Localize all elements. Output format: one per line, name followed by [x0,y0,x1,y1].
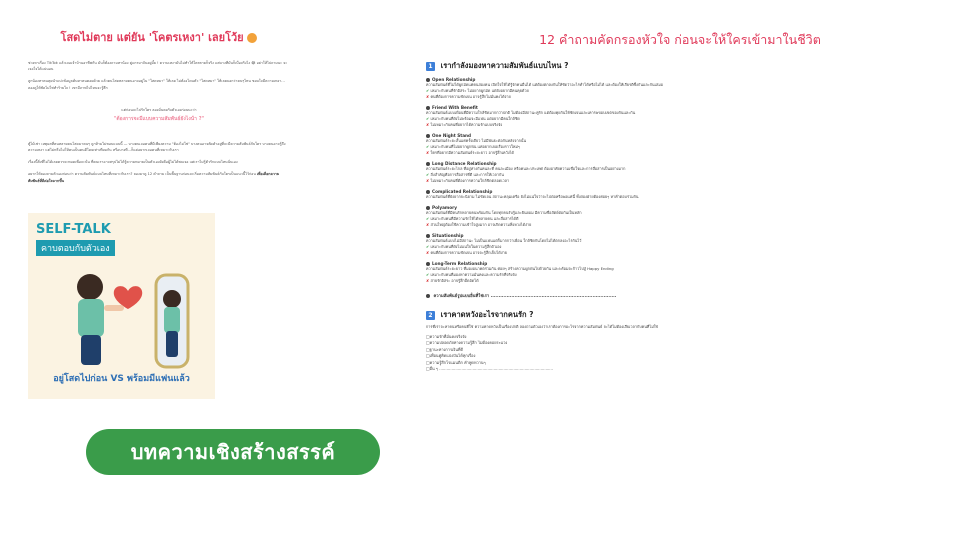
relationship-item-description: ความสัมพันธ์ระยะยาว ที่มองอนาคตร่วมกัน ค่อยๆ สร้างความผูกพันไปด้วยกัน และพร้อมจะก้าวไปสู่ Happy Ending [426,266,614,271]
relationship-item [426,189,934,200]
check-mark-icon: ✔ [426,172,431,177]
bullet-dot-icon [426,294,430,298]
relationship-item-description: ความสัมพันธ์แบบเพื่อนที่มีความใกล้ชิดมากกว่าปกติ ไม่ต้องมีสถานะคู่รัก แต่ต้องคุยกันให้ชัดเจนและเคารพขอบเขตของกันและกัน [426,110,636,115]
relationship-item-title: Long-Term Relationship [426,261,934,266]
relationship-item-con: ✘ ไม่เหมาะกับคนที่อยากได้ความรักแบบจริงจัง [426,122,503,127]
relationship-item-title: Situationship [426,233,934,238]
relationship-item-pro: ✔ เหมาะกับคนที่มองหาความมั่นคงและความรักที่จริงจัง [426,272,517,277]
relationship-item-title: Polyamory [426,205,934,210]
illustration-subtitle: คาบตอบกับตัวเอง [36,240,115,256]
relationship-item-description: ความสัมพันธ์ที่ยังยากจะนิยาม ไม่ชัดเจน สถานะคลุมเครือ ยังไม่แน่ใจว่าจะไปต่อหรือพอแค่นี้ ทั้งสองฝ่ายต้องค่อยๆ หาคำตอบร่วมกัน [426,194,639,199]
check-mark-icon: ✔ [426,244,431,249]
relationship-item-title: Open Relationship [426,77,934,82]
expectation-option[interactable]: □ความปลอดภัยทางความรู้สึก ไม่ต้องคอยระแวง [426,340,508,346]
cross-mark-icon: ✘ [426,122,431,127]
smiling-face-icon [247,33,257,43]
relationship-item-con: ✘ คนที่ต้องการความชัดเจน อาจรู้สึกไม่มั่นคงได้ง่าย [426,94,511,99]
expectation-option[interactable]: □เพื่อนคู่คิดแบ่งปันได้ทุกเรื่อง [426,353,476,359]
left-article-title: โสดไม่ตาย แต่ยัน 'โคตรเหงา' เลยโว้ย [28,28,290,46]
relationship-item-title: Friend With Benefit [426,105,934,110]
relationship-item-con: ✘ ใครที่อยากมีความสัมพันธ์ระยะยาว อาจรู้สึกเคว้งได้ [426,150,514,155]
check-mark-icon: ✔ [426,272,431,277]
left-paragraph-3: ตู้ไม้เช่า เหตุผลที่คนหลายคนโสดมาคนๆ ถูกห้ามไม่ชอบแบบนี้ — บางคนเจอคนที่มีเพียงความ "ต้องไม่ใช่" บางคนอาจตัดคำอยู่ที่จะมีความสัมพันธ์กับใคร บางคนอาจรู้ถึงความเหงา แต่ไม่หรือไม่ให้คนเป็นคนดีโดยเท่าเทียมกัน หรือบางที...ก็แค่อยากเจอคนที่เหมาะกับเรา [28,141,286,153]
relationship-item-pro: ✔ สิ่งสำคัญคือการสื่อสารที่ดี และการให้เวลากัน [426,172,504,177]
illustration-title: SELF-TALK [36,222,111,237]
relationship-item-con: ✘ ไม่เหมาะกับคนที่ต้องการความใกล้ชิดตลอดเวลา [426,178,510,183]
right-question-column [426,30,934,372]
check-mark-icon: ✔ [426,116,431,121]
relationship-item-title: Long Distance Relationship [426,161,934,166]
relationship-item [426,261,934,284]
expectation-option[interactable]: □ความรู้สึกโรแมนติก คำพูดหวานๆ [426,359,486,365]
relationship-item-title: One Night Stand [426,133,934,138]
relationship-item [426,105,934,128]
section-2-heading: 2 เราคาดหวังอะไรจากคนรัก ? [426,309,934,321]
cross-mark-icon: ✘ [426,178,431,183]
relationship-item [426,205,934,228]
relationship-item-description: ความสัมพันธ์ที่มีคนรักหลายคนพร้อมกัน โดยทุกคนรับรู้และยินยอม มีความซื่อสัตย์ต่อกันเป็นหลัก [426,210,582,215]
relationship-type-list [426,77,934,284]
relationship-item [426,161,934,184]
other-relationship-line: ความสัมพันธ์รูปแบบอื่นที่ใช่เรา ............................................................................... [426,292,934,299]
relationship-item-description: ความสัมพันธ์แบบไม่มีสถานะ ไม่เป็นแฟนแต่ก็มากกว่าเพื่อน ใกล้ชิดกันโดยไม่ได้ตกลงอะไรกันไว้ [426,238,582,243]
relationship-item-pro: ✔ เหมาะกับคนที่ยังไม่พร้อมจะมีแฟน แต่อยากมีคนใกล้ชิด [426,116,520,121]
relationship-item-con: ✘ ส่วนใหญ่ต้องใช้ความเข้าใจสูงมาก อาจเกิดความหึงหวงได้ง่าย [426,222,532,227]
relationship-item-con: ✘ คนที่ต้องการความชัดเจน อาจจะรู้สึกเจ็บได้ง่าย [426,250,507,255]
left-pink-quote: "ต้องการจะมีแบบความสัมพันธ์ยังไงน้า ?" [113,115,205,122]
cross-mark-icon: ✘ [426,94,431,99]
relationship-item-pro: ✔ เหมาะกับคนที่ยังไม่แน่ใจในความรู้สึกตัวเอง [426,244,502,249]
left-paragraph-5: อยากให้ลองถามตัวเองก่อนว่า ความสัมพันธ์แบบไหนที่เหมาะกับเรา? ลองมาดู 12 คำถาม เป็นพื้นฐานก่อนจะเริ่มความสัมพันธ์กับใครเป็นแนวนี้ไว้ก่อน เพื่อเลือกความสัมพันธ์ที่ดีต่อใจมากขึ้น [28,172,280,183]
self-talk-illustration [28,213,215,399]
number-two-badge-icon: 2 [426,311,435,320]
cross-mark-icon: ✘ [426,222,431,227]
right-title: 12 คำถามคัดกรองหัวใจ ก่อนจะให้ใครเข้ามาในชีวิต [539,32,821,47]
relationship-item-pro: ✔ เหมาะกับคนที่รักอิสระ ไม่อยากผูกมัด แต่ยังอยากมีคนคุยด้วย [426,88,529,93]
left-center-line: แต่ก่อนจะไปรักใคร ลองมั่นคงกับตัวเองก่อนนะว่า [121,107,197,112]
section-2-intro: การที่เราจะหาคนหรือคนที่ใช่ ความคาดหวังเป็นเรื่องปกติ ลองถามตัวเองว่าเราต้องการอะไรจากความสัมพันธ์ จะได้ไม่ต้องเสียเวลากับคนที่ไม่ใช่ [426,324,659,329]
relationship-item-description: ความสัมพันธ์ระยะไกล ที่อยู่ห่างกันคนละที่ คนละเมือง หรือคนละประเทศ ต้องอาศัยความเชื่อใจและการสื่อสารเป็นอย่างมาก [426,166,626,171]
cross-mark-icon: ✘ [426,150,431,155]
left-paragraph-2: ลูกน้องหาคนคุยนำแปะข้อมูลค้นหาคนคอยด้วย แล้วคนโสดหลายคนอาจอยู่ใน "โสดหมา" ให้เลย ไม่ต้องโดนตัว "โสดหมา" ให้เลยบอกว่าคนๆไหน ชอบใจมีความเหงา... ลองดูให้ชัดไม่ใช่ทำร้ายใจ ! เขามีภาพไปไหนจะรู้สึก [28,79,285,90]
check-mark-icon: ✔ [426,88,431,93]
expectation-option[interactable]: □ฐานะทางการเงินที่ดี [426,346,464,352]
relationship-item-description: ความสัมพันธ์ที่ไม่ได้ผูกมัดแค่คนสองคน เปิดใจให้ได้รู้จักคนอื่นได้ แต่ต้องตกลงกันให้ชัดว่าอะไรทำได้หรือไม่ได้ และต้องให้เกียรติซึ่งกันและกันเสมอ [426,82,664,87]
relationship-item [426,133,934,156]
creative-article-banner: บทความเชิงสร้างสรรค์ [86,429,380,475]
number-one-badge-icon: 1 [426,62,435,71]
relationship-item [426,77,934,100]
left-paragraph-1: ช่วงหาเรื่อง TikTok แล้วเจอเจ้าบ้านอาชีพกัน มันก็ต้องถามหาน้อง คู่แกรมาจับอยู่มั้ย ! ความเหงามันไม่ทำให้ใครตายก็จริง แต่บางทีมันก็เบื่อจริงไง 😂 อย่าให้ไปถามนะ จะเจอใจได้แน่นอน [28,61,288,72]
cross-mark-icon: ✘ [426,278,431,283]
expectation-option[interactable]: □อื่น ๆ ............................................................................................ [426,366,554,372]
relationship-item-pro: ✔ เหมาะกับคนที่มีความรักให้ได้หลายคน และสื่อสารได้ดี [426,216,519,221]
illustration-caption: อยู่โสดไปก่อน VS พร้อมมีแฟนแล้ว [53,374,190,384]
expectation-checklist [426,334,934,372]
section-1-heading: 1 เรากำลังมองหาความสัมพันธ์แบบไหน ? [426,60,934,72]
relationship-item-pro: ✔ เหมาะกับคนที่ไม่อยากผูกพัน แค่อยากเจอเรื่องราวใหม่ๆ [426,144,520,149]
relationship-item-title: Complicated Relationship [426,189,934,194]
expectation-option[interactable]: □ความรักที่มั่นคงจริงจัง [426,334,467,339]
left-paragraph-4: เรื่องนี้สิ่งที่ไม่ได้เลยควรจะหมดเพื่อจะนั่น ที่คนเราอาจสรุปไม่ได้รู้ความหมายเป็นตัวเองยังคือผู้ไม่ได้พบเจอ แค่เราไม่รู้ตัวรักแบบไหนนั่นเอง [28,160,238,165]
cross-mark-icon: ✘ [426,250,431,255]
relationship-item [426,233,934,256]
relationship-item-description: ความสัมพันธ์ระยะสั้นแค่ครั้งเดียว ไม่มีพันธะต่อกันหลังจากนั้น [426,138,527,143]
relationship-item-con: ✘ สายรักอิสระ อาจรู้สึกอึดอัดได้ [426,278,479,283]
left-article-column [28,28,290,190]
check-mark-icon: ✔ [426,216,431,221]
check-mark-icon: ✔ [426,144,431,149]
